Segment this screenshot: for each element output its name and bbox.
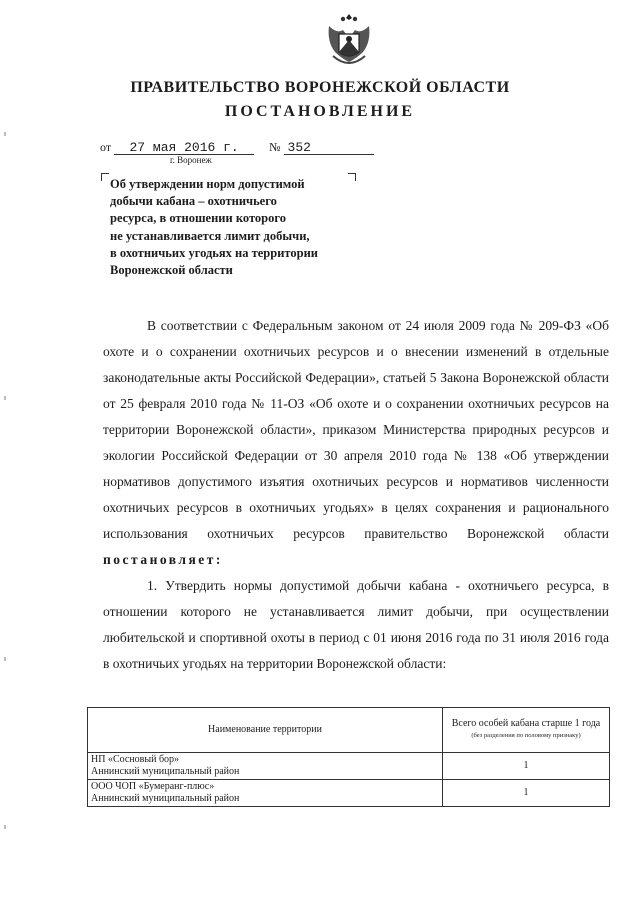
document-body [103,313,609,677]
territory-district: Аннинский муниципальный район [91,766,240,777]
document-type: ПОСТАНОВЛЕНИЕ [224,103,416,120]
decree-word: постановляет: [103,552,223,567]
number-prefix: № [269,140,281,154]
quota-table [87,707,610,807]
subject-line: ресурса, в отношении которого [110,211,286,226]
column-header-note: (без разделения по половому признаку) [471,732,581,739]
territory-cell [88,753,443,780]
territory-cell [88,780,443,807]
table-row [88,780,610,807]
preamble-text: В соответствии с Федеральным законом от 24 июля 2009 года № 209-ФЗ «Об охоте и о сохранении охотничьих ресурсов и о внесении изменений в отдельные законодательные акты Российской Федерации», статьей 5 Закона Воронежской области от 25 февраля 2010 года № 11-ОЗ «Об охоте и о сохранении охотничьих ресурсов на территории Воронежской области», приказом Министерства природных ресурсов и экологии Российской Федерации от 30 апреля 2010 года № 138 «Об утверждении нормативов допустимого изъятия охотничьих ресурсов и нормативов численности охотничьих ресурсов в охотничьих угодьях» в целях сохранения и рационального использования охотничьих ресурсов правительство Воронежской области [103,318,609,541]
column-header-count [443,708,610,753]
subject-line: Воронежской области [110,263,233,278]
document-number: 352 [284,142,374,155]
table-header-row [88,708,610,753]
document-date: 27 мая 2016 г. [114,142,254,155]
territory-name: НП «Сосновый бор» [91,754,180,765]
count-cell: 1 [443,780,610,807]
clause-1-paragraph: 1. Утвердить нормы допустимой добычи кабана - охотничьего ресурса, в отношении которого не устанавливается лимит добычи, при осуществлении любительской и спортивной охоты в период с 01 июня 2016 года по 31 июля 2016 года в охотничьих угодьях на территории Воронежской области: [103,578,609,671]
subject-line: Об утверждении норм допустимой [110,177,305,191]
subject-corner-left [101,173,109,181]
subject-line: в охотничьих угодьях на территории [110,245,318,260]
column-header-territory: Наименование территории [88,708,443,753]
preamble-paragraph [103,313,609,573]
scan-margin-mark [4,396,6,400]
organization-name: ПРАВИТЕЛЬСТВО ВОРОНЕЖСКОЙ ОБЛАСТИ [130,79,510,96]
scan-margin-mark [4,825,6,829]
territory-name: ООО ЧОП «Бумеранг-плюс» [91,781,215,792]
date-number-line [100,140,374,155]
count-cell: 1 [443,753,610,780]
document-subject [110,176,360,279]
scan-margin-mark [4,657,6,661]
subject-line: добычи кабана – охотничьего [110,194,277,209]
column-header-count-text: Всего особей кабана старше 1 года [451,718,601,729]
table-row [88,753,610,780]
date-prefix: от [100,140,112,154]
territory-district: Аннинский муниципальный район [91,793,240,804]
city-label: г. Воронеж [170,155,212,165]
scan-margin-mark [4,132,6,136]
coat-of-arms-icon [325,12,373,68]
subject-line: не устанавливается лимит добычи, [110,228,310,243]
